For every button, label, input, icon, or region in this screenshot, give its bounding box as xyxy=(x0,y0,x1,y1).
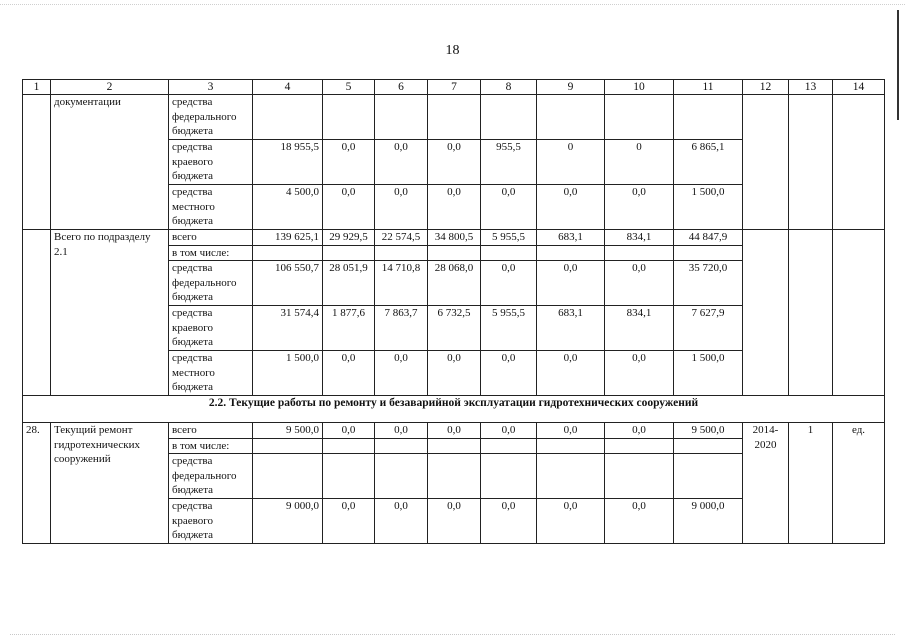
measure-name: Всего по подразделу 2.1 xyxy=(51,230,169,396)
unit-cell xyxy=(833,95,885,230)
value-cell: 0,0 xyxy=(323,499,375,544)
value-cell: 0,0 xyxy=(605,185,674,230)
funding-source: средства федерального бюджета xyxy=(169,454,253,499)
column-header: 2 xyxy=(51,80,169,95)
funding-source: средства краевого бюджета xyxy=(169,140,253,185)
value-cell: 7 627,9 xyxy=(674,306,743,351)
quantity-cell xyxy=(789,230,833,396)
value-cell xyxy=(253,95,323,140)
scan-edge-mark xyxy=(897,10,899,120)
value-cell xyxy=(537,95,605,140)
value-cell: 35 720,0 xyxy=(674,261,743,306)
value-cell: 0,0 xyxy=(605,351,674,396)
value-cell: 0,0 xyxy=(481,185,537,230)
value-cell xyxy=(323,95,375,140)
value-cell xyxy=(481,454,537,499)
value-cell: 0,0 xyxy=(375,499,428,544)
table-row xyxy=(23,95,885,140)
value-cell: 0,0 xyxy=(323,351,375,396)
value-cell: 0,0 xyxy=(375,351,428,396)
funding-source: всего xyxy=(169,423,253,439)
funding-source: в том числе: xyxy=(169,245,253,261)
value-cell xyxy=(323,245,375,261)
measure-name: Текущий ремонт гидротехнических сооружений xyxy=(51,423,169,544)
value-cell: 4 500,0 xyxy=(253,185,323,230)
value-cell: 1 877,6 xyxy=(323,306,375,351)
value-cell: 139 625,1 xyxy=(253,230,323,246)
scan-noise-top xyxy=(0,4,905,5)
column-header: 9 xyxy=(537,80,605,95)
funding-source: в том числе: xyxy=(169,438,253,454)
column-header: 6 xyxy=(375,80,428,95)
value-cell xyxy=(481,438,537,454)
column-header: 11 xyxy=(674,80,743,95)
column-header: 4 xyxy=(253,80,323,95)
value-cell: 0,0 xyxy=(537,185,605,230)
value-cell: 0,0 xyxy=(605,423,674,439)
value-cell: 34 800,5 xyxy=(428,230,481,246)
value-cell xyxy=(605,245,674,261)
value-cell: 0,0 xyxy=(375,185,428,230)
value-cell xyxy=(375,95,428,140)
section-title: 2.2. Текущие работы по ремонту и безаварийной эксплуатации гидротехнических сооружений xyxy=(23,396,885,423)
value-cell: 0,0 xyxy=(481,499,537,544)
value-cell: 1 500,0 xyxy=(674,185,743,230)
funding-source: средства федерального бюджета xyxy=(169,261,253,306)
quantity-cell: 1 xyxy=(789,423,833,544)
value-cell: 106 550,7 xyxy=(253,261,323,306)
value-cell xyxy=(253,438,323,454)
value-cell: 28 051,9 xyxy=(323,261,375,306)
funding-source: средства краевого бюджета xyxy=(169,499,253,544)
value-cell: 0,0 xyxy=(537,499,605,544)
column-header: 1 xyxy=(23,80,51,95)
funding-source: всего xyxy=(169,230,253,246)
value-cell: 0,0 xyxy=(375,423,428,439)
value-cell: 5 955,5 xyxy=(481,230,537,246)
value-cell xyxy=(674,95,743,140)
quantity-cell xyxy=(789,95,833,230)
value-cell: 6 732,5 xyxy=(428,306,481,351)
budget-table xyxy=(22,79,885,544)
table-row xyxy=(23,230,885,246)
row-number xyxy=(23,230,51,396)
value-cell: 9 500,0 xyxy=(253,423,323,439)
value-cell xyxy=(605,438,674,454)
value-cell: 0,0 xyxy=(428,351,481,396)
funding-source: средства федерального бюджета xyxy=(169,95,253,140)
value-cell: 0 xyxy=(605,140,674,185)
value-cell: 0,0 xyxy=(428,185,481,230)
value-cell: 0,0 xyxy=(537,351,605,396)
value-cell: 0,0 xyxy=(605,261,674,306)
value-cell: 834,1 xyxy=(605,306,674,351)
scan-noise-bottom xyxy=(10,634,895,635)
value-cell: 0,0 xyxy=(481,423,537,439)
row-number: 28. xyxy=(23,423,51,544)
value-cell: 683,1 xyxy=(537,230,605,246)
value-cell xyxy=(323,438,375,454)
column-header: 5 xyxy=(323,80,375,95)
value-cell: 18 955,5 xyxy=(253,140,323,185)
value-cell xyxy=(481,245,537,261)
column-header: 12 xyxy=(743,80,789,95)
value-cell: 1 500,0 xyxy=(674,351,743,396)
value-cell xyxy=(674,454,743,499)
period-cell xyxy=(743,230,789,396)
value-cell xyxy=(253,245,323,261)
value-cell: 0 xyxy=(537,140,605,185)
period-cell: 2014-2020 xyxy=(743,423,789,544)
column-header: 7 xyxy=(428,80,481,95)
value-cell: 31 574,4 xyxy=(253,306,323,351)
value-cell: 0,0 xyxy=(537,261,605,306)
column-header: 8 xyxy=(481,80,537,95)
value-cell: 29 929,5 xyxy=(323,230,375,246)
page-number: 18 xyxy=(445,43,460,58)
value-cell: 955,5 xyxy=(481,140,537,185)
column-header: 10 xyxy=(605,80,674,95)
value-cell: 28 068,0 xyxy=(428,261,481,306)
value-cell xyxy=(323,454,375,499)
value-cell: 9 500,0 xyxy=(674,423,743,439)
value-cell: 0,0 xyxy=(428,423,481,439)
value-cell: 44 847,9 xyxy=(674,230,743,246)
value-cell xyxy=(605,454,674,499)
value-cell: 0,0 xyxy=(481,261,537,306)
value-cell: 6 865,1 xyxy=(674,140,743,185)
value-cell xyxy=(375,438,428,454)
value-cell: 9 000,0 xyxy=(253,499,323,544)
value-cell xyxy=(605,95,674,140)
unit-cell: ед. xyxy=(833,423,885,544)
funding-source: средства местного бюджета xyxy=(169,185,253,230)
value-cell xyxy=(375,454,428,499)
funding-source: средства краевого бюджета xyxy=(169,306,253,351)
value-cell: 0,0 xyxy=(323,140,375,185)
value-cell xyxy=(674,245,743,261)
value-cell xyxy=(481,95,537,140)
value-cell: 0,0 xyxy=(605,499,674,544)
column-header: 3 xyxy=(169,80,253,95)
value-cell xyxy=(428,438,481,454)
value-cell: 0,0 xyxy=(323,185,375,230)
funding-source: средства местного бюджета xyxy=(169,351,253,396)
measure-name: документации xyxy=(51,95,169,230)
value-cell: 683,1 xyxy=(537,306,605,351)
value-cell: 0,0 xyxy=(323,423,375,439)
value-cell xyxy=(537,438,605,454)
section-row xyxy=(23,396,885,423)
header-row xyxy=(23,80,885,95)
value-cell: 9 000,0 xyxy=(674,499,743,544)
value-cell xyxy=(674,438,743,454)
table-row xyxy=(23,423,885,439)
value-cell: 0,0 xyxy=(481,351,537,396)
value-cell: 1 500,0 xyxy=(253,351,323,396)
column-header: 14 xyxy=(833,80,885,95)
value-cell xyxy=(428,454,481,499)
value-cell: 0,0 xyxy=(375,140,428,185)
period-cell xyxy=(743,95,789,230)
value-cell: 7 863,7 xyxy=(375,306,428,351)
value-cell xyxy=(537,245,605,261)
unit-cell xyxy=(833,230,885,396)
row-number xyxy=(23,95,51,230)
column-header: 13 xyxy=(789,80,833,95)
value-cell xyxy=(375,245,428,261)
value-cell: 22 574,5 xyxy=(375,230,428,246)
value-cell: 0,0 xyxy=(537,423,605,439)
value-cell: 0,0 xyxy=(428,140,481,185)
value-cell: 14 710,8 xyxy=(375,261,428,306)
value-cell: 5 955,5 xyxy=(481,306,537,351)
value-cell xyxy=(537,454,605,499)
value-cell: 834,1 xyxy=(605,230,674,246)
value-cell xyxy=(253,454,323,499)
value-cell xyxy=(428,245,481,261)
value-cell: 0,0 xyxy=(428,499,481,544)
value-cell xyxy=(428,95,481,140)
